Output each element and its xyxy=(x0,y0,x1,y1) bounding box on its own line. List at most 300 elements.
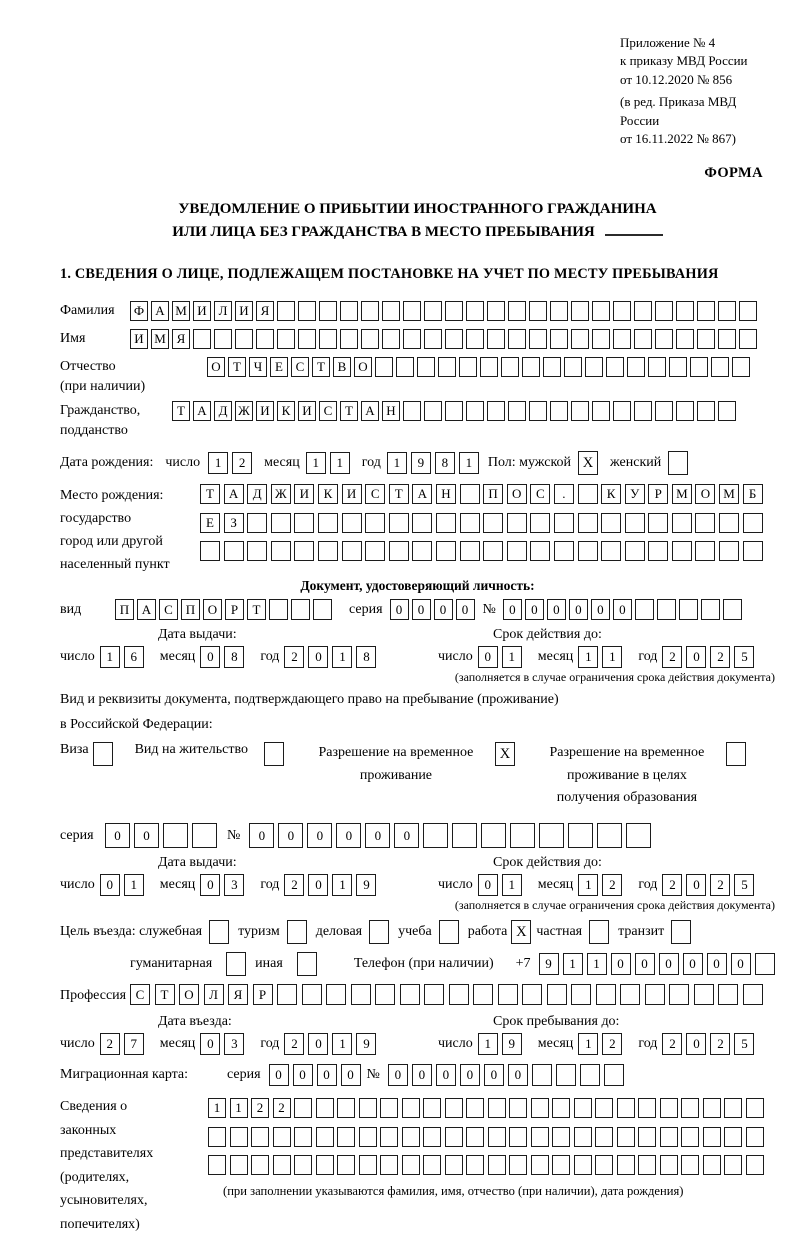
char-box[interactable] xyxy=(365,541,385,561)
char-box[interactable]: 0 xyxy=(707,953,727,975)
char-box[interactable]: 0 xyxy=(434,599,453,620)
char-box[interactable]: 0 xyxy=(683,953,703,975)
char-box[interactable] xyxy=(337,1155,355,1175)
char-box[interactable]: Р xyxy=(253,984,273,1005)
char-box[interactable]: 0 xyxy=(336,823,361,848)
char-box[interactable] xyxy=(672,513,692,533)
char-box[interactable] xyxy=(718,329,736,349)
char-box[interactable] xyxy=(247,513,267,533)
char-box[interactable]: С xyxy=(159,599,178,620)
char-box[interactable] xyxy=(382,301,400,321)
char-box[interactable] xyxy=(382,329,400,349)
char-box[interactable]: С xyxy=(530,484,550,504)
visa-checkbox[interactable] xyxy=(93,742,113,766)
char-box[interactable] xyxy=(695,541,715,561)
char-box[interactable]: 8 xyxy=(435,452,455,474)
char-box[interactable]: 1 xyxy=(578,1033,598,1055)
char-box[interactable]: Н xyxy=(436,484,456,504)
char-box[interactable] xyxy=(445,401,463,421)
char-box[interactable] xyxy=(501,357,519,377)
char-box[interactable] xyxy=(507,513,527,533)
char-box[interactable] xyxy=(294,1155,312,1175)
char-box[interactable]: С xyxy=(319,401,337,421)
char-box[interactable]: 2 xyxy=(100,1033,120,1055)
char-box[interactable]: А xyxy=(224,484,244,504)
char-box[interactable]: 0 xyxy=(478,874,498,896)
char-box[interactable]: 2 xyxy=(251,1098,269,1118)
char-box[interactable]: 0 xyxy=(308,646,328,668)
char-box[interactable]: С xyxy=(365,484,385,504)
char-box[interactable] xyxy=(313,599,332,620)
char-box[interactable] xyxy=(459,357,477,377)
char-box[interactable]: 1 xyxy=(578,874,598,896)
char-box[interactable] xyxy=(508,329,526,349)
char-box[interactable] xyxy=(508,301,526,321)
char-box[interactable]: 0 xyxy=(134,823,159,848)
char-box[interactable]: 0 xyxy=(278,823,303,848)
char-box[interactable]: 1 xyxy=(459,452,479,474)
char-box[interactable] xyxy=(732,357,750,377)
char-box[interactable] xyxy=(319,301,337,321)
char-box[interactable] xyxy=(163,823,188,848)
char-box[interactable]: 8 xyxy=(224,646,244,668)
char-box[interactable] xyxy=(660,1127,678,1147)
char-box[interactable]: 2 xyxy=(273,1098,291,1118)
char-box[interactable]: 0 xyxy=(412,1064,432,1086)
char-box[interactable] xyxy=(617,1127,635,1147)
char-box[interactable]: К xyxy=(318,484,338,504)
char-box[interactable] xyxy=(554,513,574,533)
char-box[interactable]: Я xyxy=(256,301,274,321)
char-box[interactable] xyxy=(449,984,469,1005)
char-box[interactable] xyxy=(340,329,358,349)
char-box[interactable] xyxy=(550,401,568,421)
char-box[interactable]: 0 xyxy=(388,1064,408,1086)
char-box[interactable]: 1 xyxy=(602,646,622,668)
char-box[interactable] xyxy=(648,513,668,533)
char-box[interactable] xyxy=(380,1155,398,1175)
char-box[interactable] xyxy=(529,301,547,321)
char-box[interactable]: И xyxy=(256,401,274,421)
char-box[interactable] xyxy=(571,401,589,421)
char-box[interactable]: З xyxy=(224,513,244,533)
residence-permit-checkbox[interactable] xyxy=(264,742,284,766)
char-box[interactable]: П xyxy=(483,484,503,504)
char-box[interactable] xyxy=(423,1155,441,1175)
char-box[interactable] xyxy=(697,301,715,321)
char-box[interactable] xyxy=(613,329,631,349)
char-box[interactable] xyxy=(554,541,574,561)
char-box[interactable] xyxy=(592,401,610,421)
char-box[interactable]: Д xyxy=(214,401,232,421)
char-box[interactable] xyxy=(695,513,715,533)
temp-residence-checkbox[interactable]: X xyxy=(495,742,515,766)
char-box[interactable]: 0 xyxy=(508,1064,528,1086)
char-box[interactable]: 3 xyxy=(224,1033,244,1055)
char-box[interactable] xyxy=(718,301,736,321)
char-box[interactable]: 5 xyxy=(734,874,754,896)
char-box[interactable]: Е xyxy=(200,513,220,533)
char-box[interactable]: 0 xyxy=(394,823,419,848)
char-box[interactable]: 0 xyxy=(686,874,706,896)
char-box[interactable] xyxy=(294,1127,312,1147)
char-box[interactable]: 0 xyxy=(569,599,588,620)
char-box[interactable] xyxy=(697,329,715,349)
char-box[interactable]: . xyxy=(554,484,574,504)
char-box[interactable] xyxy=(746,1098,764,1118)
char-box[interactable] xyxy=(302,984,322,1005)
char-box[interactable] xyxy=(719,541,739,561)
char-box[interactable] xyxy=(634,301,652,321)
char-box[interactable] xyxy=(648,357,666,377)
char-box[interactable] xyxy=(337,1098,355,1118)
char-box[interactable]: 2 xyxy=(710,874,730,896)
char-box[interactable] xyxy=(359,1098,377,1118)
char-box[interactable] xyxy=(552,1098,570,1118)
char-box[interactable]: А xyxy=(361,401,379,421)
char-box[interactable]: 1 xyxy=(230,1098,248,1118)
char-box[interactable]: Е xyxy=(270,357,288,377)
char-box[interactable] xyxy=(718,984,738,1005)
char-box[interactable] xyxy=(592,301,610,321)
char-box[interactable] xyxy=(473,984,493,1005)
char-box[interactable] xyxy=(200,541,220,561)
char-box[interactable] xyxy=(743,541,763,561)
char-box[interactable] xyxy=(679,599,698,620)
char-box[interactable]: 0 xyxy=(460,1064,480,1086)
char-box[interactable] xyxy=(571,329,589,349)
char-box[interactable]: 2 xyxy=(284,646,304,668)
char-box[interactable] xyxy=(509,1098,527,1118)
char-box[interactable]: И xyxy=(342,484,362,504)
char-box[interactable] xyxy=(480,357,498,377)
char-box[interactable]: 0 xyxy=(456,599,475,620)
char-box[interactable]: 0 xyxy=(308,874,328,896)
char-box[interactable] xyxy=(746,1127,764,1147)
char-box[interactable] xyxy=(531,1098,549,1118)
char-box[interactable]: И xyxy=(193,301,211,321)
char-box[interactable]: К xyxy=(601,484,621,504)
char-box[interactable]: Т xyxy=(200,484,220,504)
char-box[interactable] xyxy=(487,401,505,421)
char-box[interactable] xyxy=(681,1127,699,1147)
char-box[interactable] xyxy=(578,513,598,533)
char-box[interactable] xyxy=(487,301,505,321)
char-box[interactable] xyxy=(620,984,640,1005)
char-box[interactable] xyxy=(617,1155,635,1175)
char-box[interactable]: 1 xyxy=(563,953,583,975)
char-box[interactable] xyxy=(592,329,610,349)
char-box[interactable]: 1 xyxy=(332,646,352,668)
char-box[interactable]: У xyxy=(625,484,645,504)
char-box[interactable] xyxy=(755,953,775,975)
char-box[interactable]: Л xyxy=(214,301,232,321)
char-box[interactable] xyxy=(638,1127,656,1147)
char-box[interactable] xyxy=(604,1064,624,1086)
char-box[interactable] xyxy=(342,513,362,533)
char-box[interactable]: М xyxy=(151,329,169,349)
char-box[interactable]: 5 xyxy=(734,646,754,668)
char-box[interactable]: 0 xyxy=(105,823,130,848)
char-box[interactable] xyxy=(466,1155,484,1175)
char-box[interactable] xyxy=(564,357,582,377)
char-box[interactable] xyxy=(571,984,591,1005)
char-box[interactable] xyxy=(568,823,593,848)
char-box[interactable]: Т xyxy=(172,401,190,421)
char-box[interactable] xyxy=(438,357,456,377)
char-box[interactable] xyxy=(230,1155,248,1175)
char-box[interactable]: И xyxy=(130,329,148,349)
char-box[interactable] xyxy=(574,1098,592,1118)
char-box[interactable] xyxy=(251,1127,269,1147)
char-box[interactable] xyxy=(318,513,338,533)
char-box[interactable] xyxy=(596,984,616,1005)
char-box[interactable] xyxy=(634,401,652,421)
char-box[interactable] xyxy=(460,541,480,561)
char-box[interactable]: Ч xyxy=(249,357,267,377)
char-box[interactable] xyxy=(445,329,463,349)
char-box[interactable] xyxy=(743,984,763,1005)
char-box[interactable]: 1 xyxy=(332,1033,352,1055)
char-box[interactable]: С xyxy=(291,357,309,377)
char-box[interactable]: К xyxy=(277,401,295,421)
char-box[interactable]: 2 xyxy=(602,1033,622,1055)
char-box[interactable] xyxy=(627,357,645,377)
char-box[interactable]: 0 xyxy=(308,1033,328,1055)
char-box[interactable] xyxy=(417,357,435,377)
char-box[interactable]: 2 xyxy=(232,452,252,474)
char-box[interactable]: 0 xyxy=(200,646,220,668)
char-box[interactable] xyxy=(694,984,714,1005)
char-box[interactable]: Б xyxy=(743,484,763,504)
char-box[interactable]: А xyxy=(193,401,211,421)
char-box[interactable]: 1 xyxy=(330,452,350,474)
char-box[interactable]: И xyxy=(294,484,314,504)
char-box[interactable] xyxy=(340,301,358,321)
char-box[interactable]: И xyxy=(235,301,253,321)
char-box[interactable] xyxy=(571,301,589,321)
char-box[interactable]: Н xyxy=(382,401,400,421)
char-box[interactable] xyxy=(337,1127,355,1147)
char-box[interactable] xyxy=(703,1098,721,1118)
char-box[interactable]: Ж xyxy=(235,401,253,421)
char-box[interactable] xyxy=(550,301,568,321)
char-box[interactable]: 8 xyxy=(356,646,376,668)
char-box[interactable] xyxy=(424,401,442,421)
char-box[interactable] xyxy=(402,1098,420,1118)
char-box[interactable] xyxy=(424,984,444,1005)
char-box[interactable] xyxy=(508,401,526,421)
char-box[interactable]: 6 xyxy=(124,646,144,668)
char-box[interactable] xyxy=(626,823,651,848)
char-box[interactable]: Ж xyxy=(271,484,291,504)
char-box[interactable]: М xyxy=(172,301,190,321)
char-box[interactable]: И xyxy=(298,401,316,421)
char-box[interactable] xyxy=(316,1127,334,1147)
char-box[interactable] xyxy=(359,1127,377,1147)
char-box[interactable]: Т xyxy=(228,357,246,377)
char-box[interactable] xyxy=(235,329,253,349)
char-box[interactable]: 3 xyxy=(224,874,244,896)
char-box[interactable] xyxy=(423,823,448,848)
char-box[interactable]: 0 xyxy=(547,599,566,620)
char-box[interactable] xyxy=(214,329,232,349)
char-box[interactable] xyxy=(655,329,673,349)
char-box[interactable] xyxy=(509,1155,527,1175)
char-box[interactable]: Ф xyxy=(130,301,148,321)
char-box[interactable] xyxy=(277,984,297,1005)
char-box[interactable]: 0 xyxy=(200,1033,220,1055)
char-box[interactable] xyxy=(208,1127,226,1147)
char-box[interactable] xyxy=(380,1098,398,1118)
char-box[interactable] xyxy=(522,984,542,1005)
char-box[interactable] xyxy=(595,1098,613,1118)
char-box[interactable]: 0 xyxy=(436,1064,456,1086)
char-box[interactable] xyxy=(552,1127,570,1147)
char-box[interactable] xyxy=(488,1155,506,1175)
char-box[interactable] xyxy=(291,599,310,620)
purpose-study-checkbox[interactable] xyxy=(439,920,459,944)
char-box[interactable] xyxy=(403,301,421,321)
char-box[interactable] xyxy=(719,513,739,533)
char-box[interactable]: 9 xyxy=(539,953,559,975)
char-box[interactable] xyxy=(638,1155,656,1175)
char-box[interactable]: Т xyxy=(155,984,175,1005)
char-box[interactable] xyxy=(389,541,409,561)
char-box[interactable] xyxy=(316,1098,334,1118)
char-box[interactable]: А xyxy=(137,599,156,620)
char-box[interactable] xyxy=(539,823,564,848)
char-box[interactable] xyxy=(701,599,720,620)
char-box[interactable]: 0 xyxy=(478,646,498,668)
char-box[interactable]: 2 xyxy=(710,1033,730,1055)
char-box[interactable]: 1 xyxy=(100,646,120,668)
char-box[interactable] xyxy=(531,1127,549,1147)
char-box[interactable] xyxy=(298,301,316,321)
char-box[interactable]: В xyxy=(333,357,351,377)
char-box[interactable] xyxy=(601,541,621,561)
char-box[interactable]: Я xyxy=(228,984,248,1005)
char-box[interactable]: Т xyxy=(247,599,266,620)
char-box[interactable]: 0 xyxy=(659,953,679,975)
char-box[interactable] xyxy=(224,541,244,561)
char-box[interactable]: О xyxy=(354,357,372,377)
char-box[interactable] xyxy=(648,541,668,561)
char-box[interactable]: 0 xyxy=(731,953,751,975)
char-box[interactable] xyxy=(403,329,421,349)
char-box[interactable] xyxy=(423,1127,441,1147)
char-box[interactable]: 0 xyxy=(613,599,632,620)
char-box[interactable] xyxy=(711,357,729,377)
char-box[interactable] xyxy=(436,513,456,533)
char-box[interactable] xyxy=(277,329,295,349)
char-box[interactable] xyxy=(530,513,550,533)
char-box[interactable] xyxy=(697,401,715,421)
char-box[interactable]: 0 xyxy=(249,823,274,848)
char-box[interactable] xyxy=(487,329,505,349)
char-box[interactable]: 2 xyxy=(284,874,304,896)
char-box[interactable] xyxy=(550,329,568,349)
char-box[interactable] xyxy=(230,1127,248,1147)
char-box[interactable]: 0 xyxy=(365,823,390,848)
char-box[interactable] xyxy=(580,1064,600,1086)
char-box[interactable]: А xyxy=(151,301,169,321)
char-box[interactable]: 9 xyxy=(356,874,376,896)
char-box[interactable] xyxy=(595,1127,613,1147)
char-box[interactable] xyxy=(655,301,673,321)
char-box[interactable] xyxy=(595,1155,613,1175)
char-box[interactable] xyxy=(718,401,736,421)
char-box[interactable] xyxy=(483,513,503,533)
char-box[interactable] xyxy=(746,1155,764,1175)
char-box[interactable]: 0 xyxy=(412,599,431,620)
char-box[interactable] xyxy=(634,329,652,349)
char-box[interactable] xyxy=(703,1127,721,1147)
char-box[interactable]: 1 xyxy=(478,1033,498,1055)
char-box[interactable] xyxy=(556,1064,576,1086)
char-box[interactable]: 0 xyxy=(293,1064,313,1086)
char-box[interactable] xyxy=(578,484,598,504)
char-box[interactable]: 9 xyxy=(502,1033,522,1055)
char-box[interactable]: 1 xyxy=(578,646,598,668)
purpose-work-checkbox[interactable]: X xyxy=(511,920,531,944)
purpose-official-checkbox[interactable] xyxy=(209,920,229,944)
char-box[interactable] xyxy=(547,984,567,1005)
char-box[interactable] xyxy=(613,401,631,421)
char-box[interactable] xyxy=(342,541,362,561)
char-box[interactable] xyxy=(625,541,645,561)
char-box[interactable] xyxy=(412,541,432,561)
char-box[interactable]: 1 xyxy=(502,874,522,896)
char-box[interactable]: 1 xyxy=(387,452,407,474)
char-box[interactable] xyxy=(403,401,421,421)
sex-female-checkbox[interactable] xyxy=(668,451,688,475)
char-box[interactable] xyxy=(613,301,631,321)
char-box[interactable] xyxy=(690,357,708,377)
char-box[interactable]: А xyxy=(412,484,432,504)
char-box[interactable]: 0 xyxy=(317,1064,337,1086)
temp-residence-edu-checkbox[interactable] xyxy=(726,742,746,766)
char-box[interactable]: 2 xyxy=(662,646,682,668)
char-box[interactable] xyxy=(380,1127,398,1147)
char-box[interactable] xyxy=(193,329,211,349)
char-box[interactable] xyxy=(724,1155,742,1175)
char-box[interactable] xyxy=(389,513,409,533)
char-box[interactable]: 0 xyxy=(525,599,544,620)
char-box[interactable]: П xyxy=(115,599,134,620)
char-box[interactable] xyxy=(445,1127,463,1147)
purpose-transit-checkbox[interactable] xyxy=(671,920,691,944)
char-box[interactable] xyxy=(530,541,550,561)
char-box[interactable] xyxy=(625,513,645,533)
char-box[interactable] xyxy=(578,541,598,561)
char-box[interactable] xyxy=(361,301,379,321)
char-box[interactable]: 9 xyxy=(356,1033,376,1055)
char-box[interactable] xyxy=(294,513,314,533)
char-box[interactable] xyxy=(436,541,456,561)
char-box[interactable] xyxy=(481,823,506,848)
char-box[interactable]: 1 xyxy=(587,953,607,975)
char-box[interactable]: 1 xyxy=(208,452,228,474)
char-box[interactable] xyxy=(192,823,217,848)
char-box[interactable]: 2 xyxy=(284,1033,304,1055)
char-box[interactable]: О xyxy=(179,984,199,1005)
char-box[interactable]: П xyxy=(181,599,200,620)
char-box[interactable]: Л xyxy=(204,984,224,1005)
char-box[interactable] xyxy=(375,984,395,1005)
char-box[interactable] xyxy=(294,1098,312,1118)
char-box[interactable] xyxy=(365,513,385,533)
